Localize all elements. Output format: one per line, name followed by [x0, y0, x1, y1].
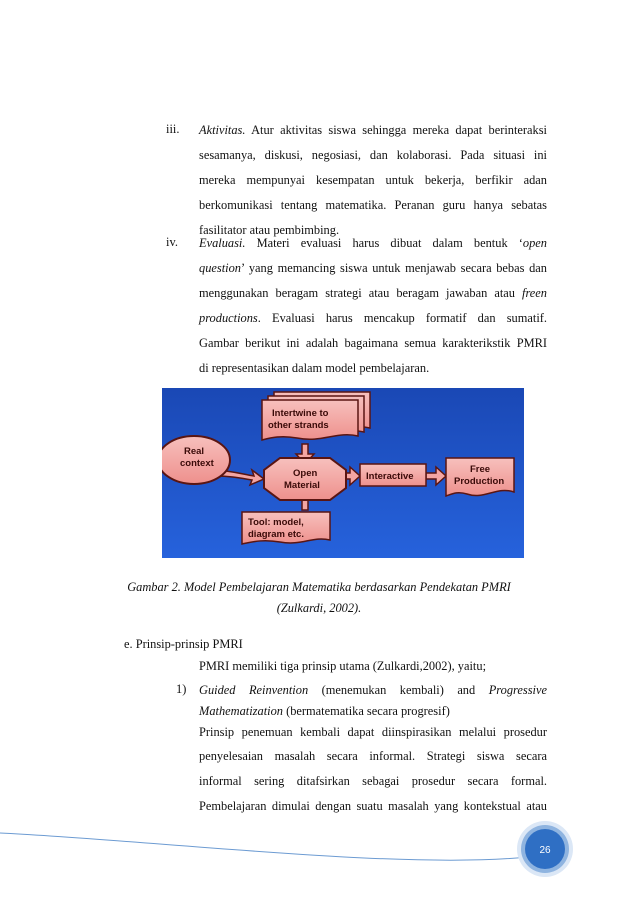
item-iv-text-2: ’ yang memancing siswa untuk menjawab secara bebas dan — [241, 261, 547, 275]
principle-1-mathematization: Mathematization — [199, 704, 283, 718]
figure-caption-line-1: Gambar 2. Model Pembelajaran Matematika berdasarkan Pendekatan PMRI — [127, 580, 511, 594]
item-iii-line-1 — [199, 122, 547, 138]
item-iii-line-3: mereka mempunyai kesempatan untuk bekerja, berfikir adan — [199, 173, 547, 187]
item-iv-text-4: . Evaluasi harus mencakup formatif dan sumatif. — [257, 311, 547, 325]
item-iii-line-2: sesamanya, diskusi, negosiasi, dan kolaborasi. Pada situasi ini — [199, 148, 547, 162]
real-context-label-2: context — [180, 458, 214, 469]
principle-1-label: 1) — [176, 682, 187, 696]
footer-swoosh-line — [0, 833, 528, 860]
item-iii-line-5: fasilitator atau pembimbing. — [199, 223, 340, 237]
intertwine-label-2: other strands — [268, 420, 329, 431]
section-e-intro: PMRI memiliki tiga prinsip utama (Zulkardi,2002), yaitu; — [199, 659, 487, 673]
item-iv-freen: freen — [522, 286, 547, 300]
free-production-label-2: Production — [454, 476, 505, 487]
item-iv-line-1 — [199, 235, 547, 251]
item-iv-text-3: menggunakan beragam strategi atau beragam jawaban atau — [199, 286, 522, 300]
item-iv-label: iv. — [166, 235, 178, 249]
figure-caption-line-2: (Zulkardi, 2002). — [276, 601, 362, 615]
principle-1-paren: (menemukan kembali) — [321, 683, 444, 697]
principle-1-guided: Guided Reinvention — [199, 683, 309, 697]
principle-1-title-2 — [199, 703, 547, 719]
item-iii-label: iii. — [166, 122, 180, 136]
item-iv-line-3 — [199, 285, 547, 301]
principle-1-progressive: Progressive — [488, 683, 547, 697]
real-context-label-1: Real — [184, 446, 205, 457]
interactive-label: Interactive — [366, 471, 414, 482]
item-iv-open: open — [522, 236, 547, 250]
item-iv-question: question — [199, 261, 241, 275]
item-iv-line-4 — [199, 310, 547, 326]
principle-1-and: and — [457, 683, 476, 697]
principle-1-body-4: Pembelajaran dimulai dengan suatu masalah yang kontekstual atau — [199, 799, 547, 813]
principle-1-body-3: informal sering ditafsirkan sebagai prosedur secara formal. — [199, 774, 547, 788]
item-iv-term: Evaluasi. — [199, 236, 246, 250]
item-iv-text-1: Materi evaluasi harus dibuat dalam bentuk ‘ — [256, 236, 523, 250]
principle-1-body-2: penyelesaian masalah secara informal. Strategi siswa secara — [199, 749, 547, 763]
principle-1-title — [199, 682, 547, 698]
item-iv-productions: productions — [199, 311, 258, 325]
tool-label-2: diagram etc. — [248, 529, 304, 540]
page-number: 26 — [539, 845, 551, 856]
item-iii-term: Aktivitas. — [199, 123, 246, 137]
item-iii-text: Atur aktivitas siswa sehingga mereka dapat berinteraksi — [251, 123, 548, 137]
intertwine-label-1: Intertwine to — [272, 408, 329, 419]
item-iv-line-5: Gambar berikut ini adalah bagaimana semua karakterikstik PMRI — [199, 336, 547, 350]
section-e-heading: e. Prinsip-prinsip PMRI — [124, 637, 243, 651]
free-production-label-1: Free — [470, 464, 491, 475]
open-material-label-1: Open — [293, 468, 318, 479]
item-iv-line-6: di representasikan dalam model pembelajaran. — [199, 361, 430, 375]
pmri-model-diagram — [162, 388, 524, 558]
item-iv-line-2 — [199, 260, 547, 276]
principle-1-subtitle: (bermatematika secara progresif) — [282, 704, 450, 718]
principle-1-body-1: Prinsip penemuan kembali dapat diinspirasikan melalui prosedur — [199, 725, 547, 739]
footer-decoration — [0, 800, 638, 903]
tool-label-1: Tool: model, — [248, 517, 304, 528]
open-material-node — [264, 458, 346, 500]
open-material-label-2: Material — [284, 480, 320, 491]
item-iii-line-4: berkomunikasi tentang matematika. Peranan guru hanya sebatas — [199, 198, 547, 212]
